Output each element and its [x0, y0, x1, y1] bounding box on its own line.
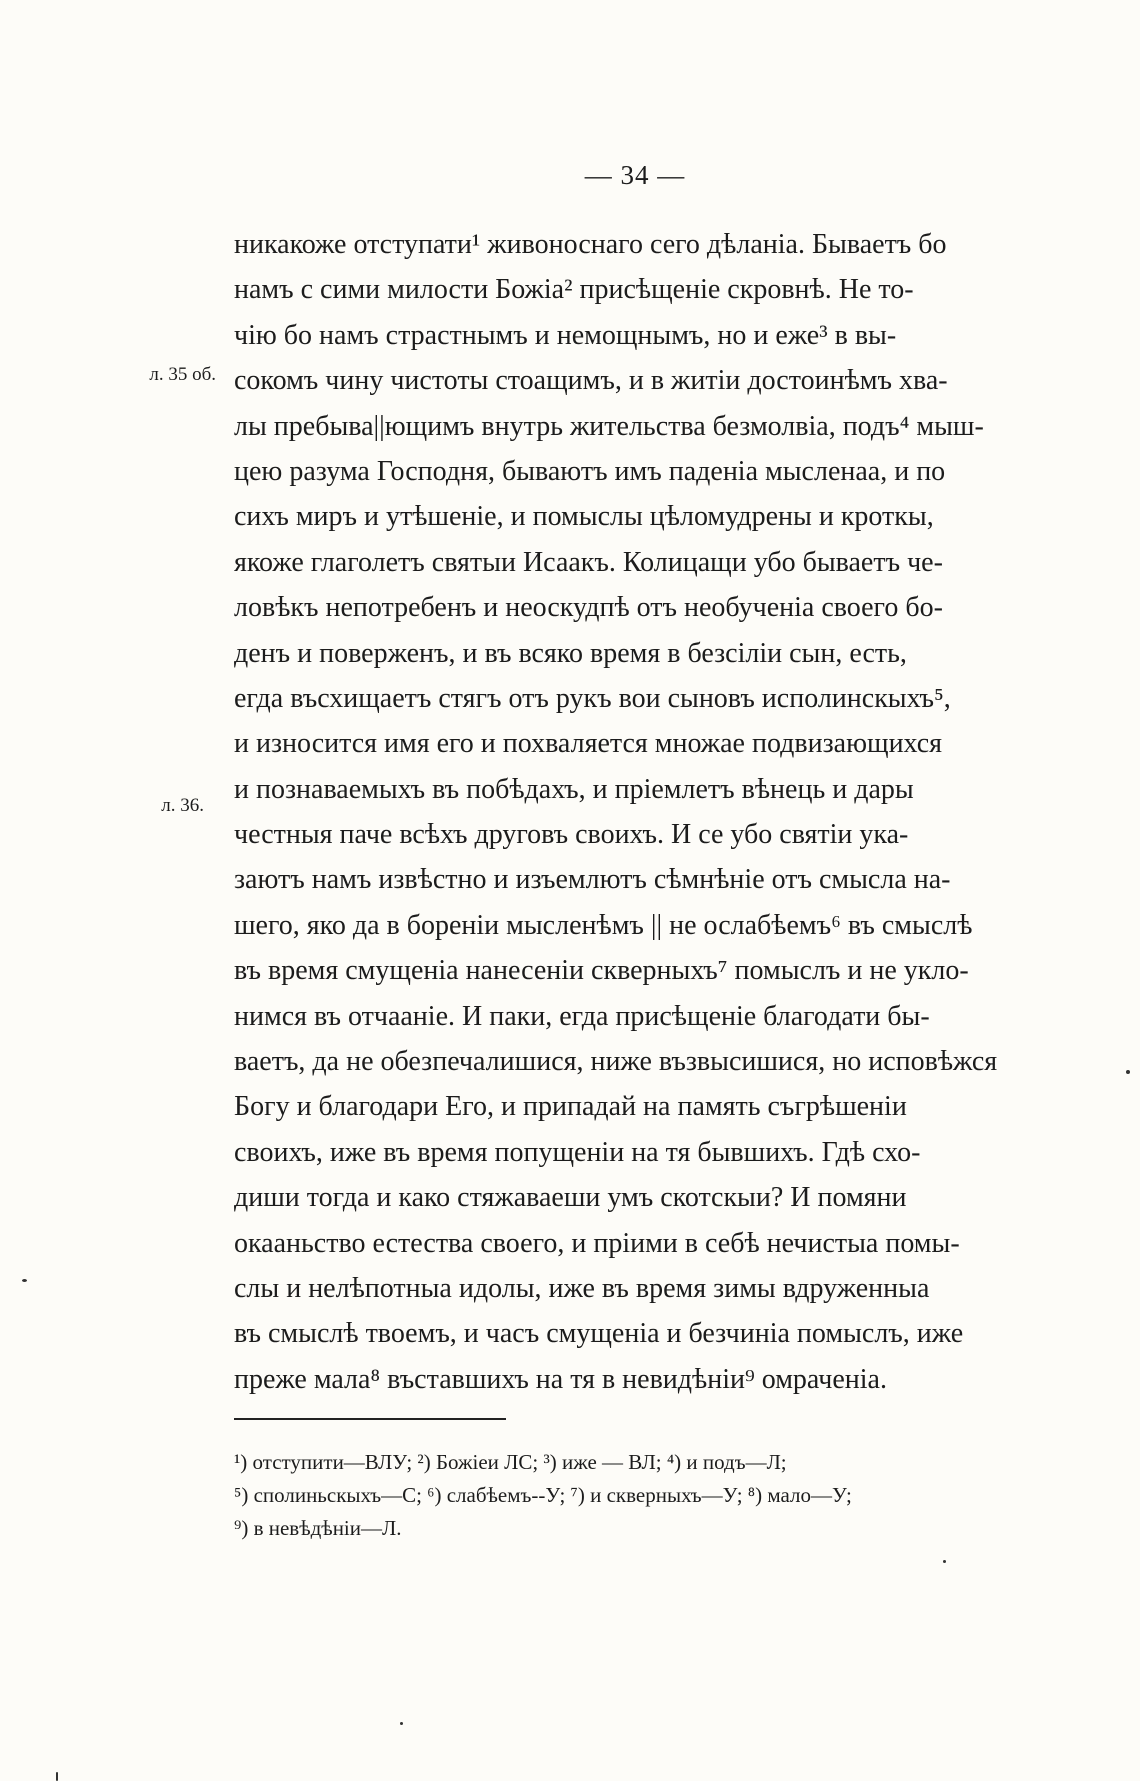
footnote-line: ⁹) в невѣдѣніи—Л.	[234, 1516, 402, 1540]
text-line: преже мала⁸ въставшихъ на тя в невидѣніи⁹ омраченіа.	[234, 1363, 887, 1395]
footnote-rule	[234, 1418, 506, 1420]
text-line: честныя паче всѣхъ друговъ своихъ. И се убо святіи ука-	[234, 819, 909, 851]
text-line: нимся въ отчааніе. И паки, егда присѣщеніе благодати бы-	[234, 1000, 930, 1032]
text-line: шего, яко да в бореніи мысленѣмъ || не ослабѣемъ⁶ въ смыслѣ	[234, 909, 973, 941]
text-line: окааньство естества своего, и пріими в себѣ нечистыа помы-	[234, 1227, 960, 1259]
footnotes	[234, 1446, 1042, 1545]
margin-note-folio-36: л. 36.	[161, 795, 204, 816]
text-line: намъ с сими милости Божіа² присѣщеніе скровнѣ. Не то-	[234, 274, 914, 306]
text-line: лы пребыва||ющимъ внутрь жительства безмолвіа, подъ⁴ мыш-	[234, 410, 984, 442]
text-line: ловѣкъ непотребенъ и неоскудпѣ отъ необученіа своего бо-	[234, 592, 943, 624]
margin-note-folio-35v: л. 35 об.	[149, 364, 216, 385]
text-line: сокомъ чину чистоты стоащимъ, и в житіи достоинѣмъ хва-	[234, 365, 948, 397]
footnote-line: ¹) отступити—ВЛУ; ²) Божіеи ЛС; ³) иже — ВЛ; ⁴) и подъ—Л;	[234, 1450, 787, 1474]
text-line: и познаваемыхъ въ побѣдахъ, и пріемлетъ вѣнець и дары	[234, 773, 914, 805]
text-line: диши тогда и како стяжаваеши умъ скотскыи? И помяни	[234, 1182, 907, 1214]
paper-speck	[943, 1560, 946, 1563]
text-line: цею разума Господня, бываютъ имъ паденіа мысленаа, и по	[234, 455, 946, 487]
text-line: якоже глаголетъ святыи Исаакъ. Колицащи убо бываетъ че-	[234, 546, 943, 578]
text-line: и износится имя его и похваляется множае подвизающихся	[234, 728, 943, 760]
body-text	[234, 222, 1042, 1402]
text-line: никакоже отступати¹ живоноснаго сего дѣланіа. Бываетъ бо	[234, 229, 947, 260]
footnote-line: ⁵) сполиньскыхъ—С; ⁶) слабѣемъ--У; ⁷) и скверныхъ—У; ⁸) мало—У;	[234, 1483, 852, 1507]
text-line: слы и нелѣпотныа идолы, иже въ время зимы вдруженныа	[234, 1272, 930, 1304]
text-line: чію бо намъ страстнымъ и немощнымъ, но и еже³ в вы-	[234, 319, 897, 351]
text-line: ваетъ, да не обезпечалишися, ниже възвысишися, но исповѣжся	[234, 1046, 998, 1078]
paper-speck	[22, 1279, 27, 1282]
paper-speck	[1126, 1070, 1130, 1074]
text-line: егда въсхищаетъ стягъ отъ рукъ вои сыновъ исполинскыхъ⁵,	[234, 682, 951, 714]
text-line: своихъ, иже въ время попущеніи на тя бывшихъ. Гдѣ схо-	[234, 1136, 921, 1168]
text-line: заютъ намъ извѣстно и изъемлютъ сѣмнѣніе отъ смысла на-	[234, 864, 951, 896]
text-line: сихъ миръ и утѣшеніе, и помыслы цѣломудрены и кроткы,	[234, 501, 934, 533]
text-line: въ время смущеніа нанесеніи скверныхъ⁷ помыслъ и не укло-	[234, 955, 969, 987]
text-line: въ смыслѣ твоемъ, и часъ смущеніа и безчиніа помыслъ, иже	[234, 1318, 964, 1350]
page-number: — 34 —	[584, 160, 686, 190]
text-line: денъ и поверженъ, и въ всяко время в безсіліи сын, есть,	[234, 637, 907, 669]
paper-speck	[400, 1722, 403, 1725]
text-line: Богу и благодари Его, и припадай на память съгрѣшеніи	[234, 1091, 907, 1123]
paper-speck	[56, 1772, 58, 1781]
